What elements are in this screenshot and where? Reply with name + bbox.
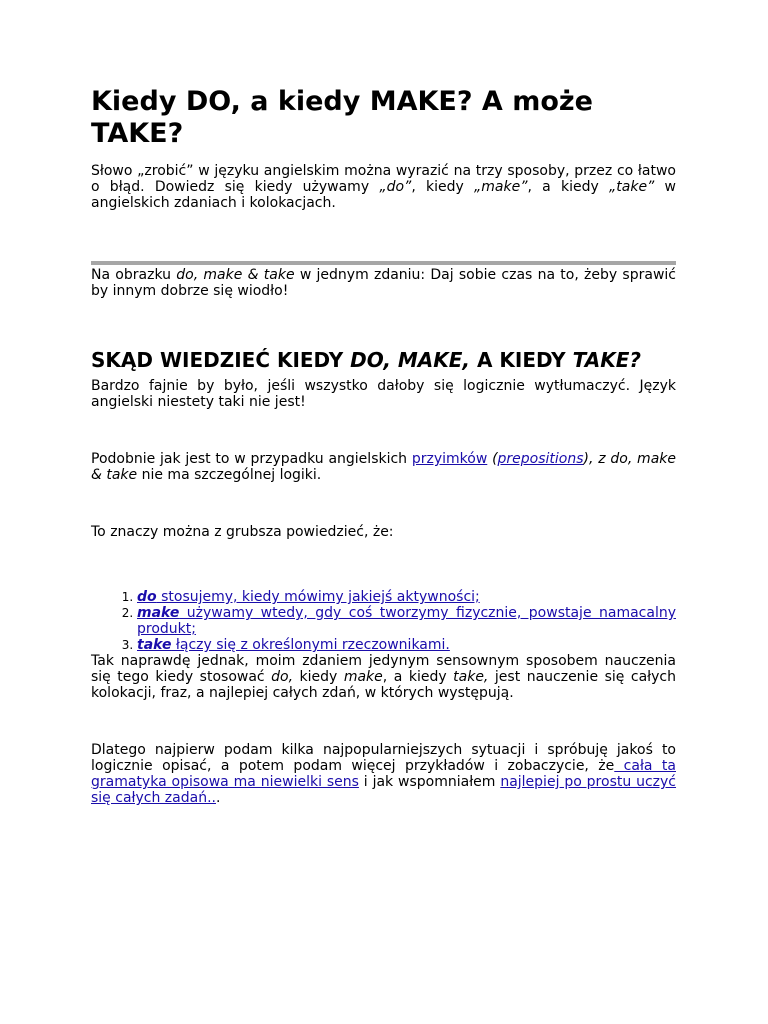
paragraph-text: Tak naprawdę jednak, moim zdaniem jedynym sensownym sposobem nauczenia się tego kiedy stosować (91, 653, 676, 685)
list-term: make (137, 605, 180, 621)
paragraph-text: , a kiedy (382, 669, 454, 685)
intro-paragraph (91, 163, 676, 211)
link-prepositions[interactable]: prepositions (497, 451, 584, 467)
link-learn-sentences[interactable]: najlepiej po prostu uczyć się całych zadań.. (91, 774, 677, 806)
page-title: Kiedy DO, a kiedy MAKE? A może TAKE? (91, 86, 593, 149)
paragraph-text: jest nauczenie się całych kolokacji, fraz, a najlepiej całych zdań, w których występują. (91, 669, 676, 701)
paragraph-paren (492, 451, 610, 467)
paragraph-text: Podobnie jak jest to w przypadku angielskich (91, 451, 412, 467)
list-text: używamy wtedy, gdy coś tworzymy fizycznie, powstaje namacalny produkt; (137, 605, 676, 637)
caption-text: w jednym zdaniu: Daj sobie czas na to, żeby sprawić by innym dobrze się wiodło! (91, 267, 676, 299)
intro-text: w angielskich zdaniach i kolokacjach. (91, 179, 676, 211)
image-caption (91, 267, 676, 299)
list-item (137, 605, 676, 637)
paragraph-collocations (91, 653, 676, 701)
list-term: take (137, 637, 172, 653)
caption-words: do, make & take (176, 267, 295, 283)
paragraph-text: Dlatego najpierw podam kilka najpopularniejszych sytuacji i spróbuję jakoś to logicznie opisać, a potem podam więcej przykładów i zobaczycie, że (91, 742, 676, 774)
word-do: do, (271, 669, 294, 685)
section-heading (91, 348, 676, 373)
intro-do: „do” (379, 179, 412, 195)
intro-text: , kiedy (411, 179, 475, 195)
intro-text: Słowo „zrobić” w języku angielskim można wyrazić na trzy sposoby, przez co łatwo o błąd. Dowiedz się kiedy używamy (91, 163, 676, 195)
word-make: make (343, 669, 383, 685)
paragraph-summary-intro: To znaczy można z grubsza powiedzieć, że: (91, 524, 394, 540)
rules-list (91, 589, 676, 653)
paren-close: ), z (583, 451, 611, 467)
link-przyimkow[interactable]: przyimków (411, 451, 488, 467)
paragraph-logic: Bardzo fajnie by było, jeśli wszystko dałoby się logicznie wytłumaczyć. Język angielski niestety taki nie jest! (91, 378, 676, 410)
paren-open: ( (492, 451, 498, 467)
heading-take: TAKE? (572, 348, 641, 372)
caption-text: Na obrazku (91, 267, 177, 283)
list-item (137, 637, 676, 653)
intro-text: , a kiedy (527, 179, 610, 195)
heading-text: A KIEDY (470, 348, 573, 372)
intro-take: „take” (609, 179, 655, 195)
intro-make: „make” (474, 179, 528, 195)
paragraph-words: do, make & take (91, 451, 676, 483)
list-text: stosujemy, kiedy mówimy jakiejś aktywności; (156, 589, 480, 605)
paragraph-text: nie ma szczególnej logiki. (137, 467, 322, 483)
list-link-do[interactable] (137, 589, 480, 605)
heading-do-make: DO, MAKE, (350, 348, 471, 372)
list-text: łączy się z określonymi rzeczownikami. (171, 637, 450, 653)
list-link-take[interactable] (137, 637, 450, 653)
paragraph-text: kiedy (293, 669, 344, 685)
paragraph-text: . (215, 790, 221, 806)
paragraph-text: i jak wspomniałem (358, 774, 501, 790)
list-term: do (137, 589, 157, 605)
paragraph-prepositions (91, 451, 676, 483)
list-link-make[interactable] (137, 605, 676, 637)
heading-text: SKĄD WIEDZIEĆ KIEDY (91, 348, 351, 372)
article-content (91, 86, 676, 806)
link-grammar[interactable]: cała ta gramatyka opisowa ma niewielki sens (91, 758, 676, 790)
paragraph-conclusion (91, 742, 676, 806)
image-placeholder-divider (91, 261, 676, 265)
word-take: take, (453, 669, 489, 685)
list-item (137, 589, 676, 605)
